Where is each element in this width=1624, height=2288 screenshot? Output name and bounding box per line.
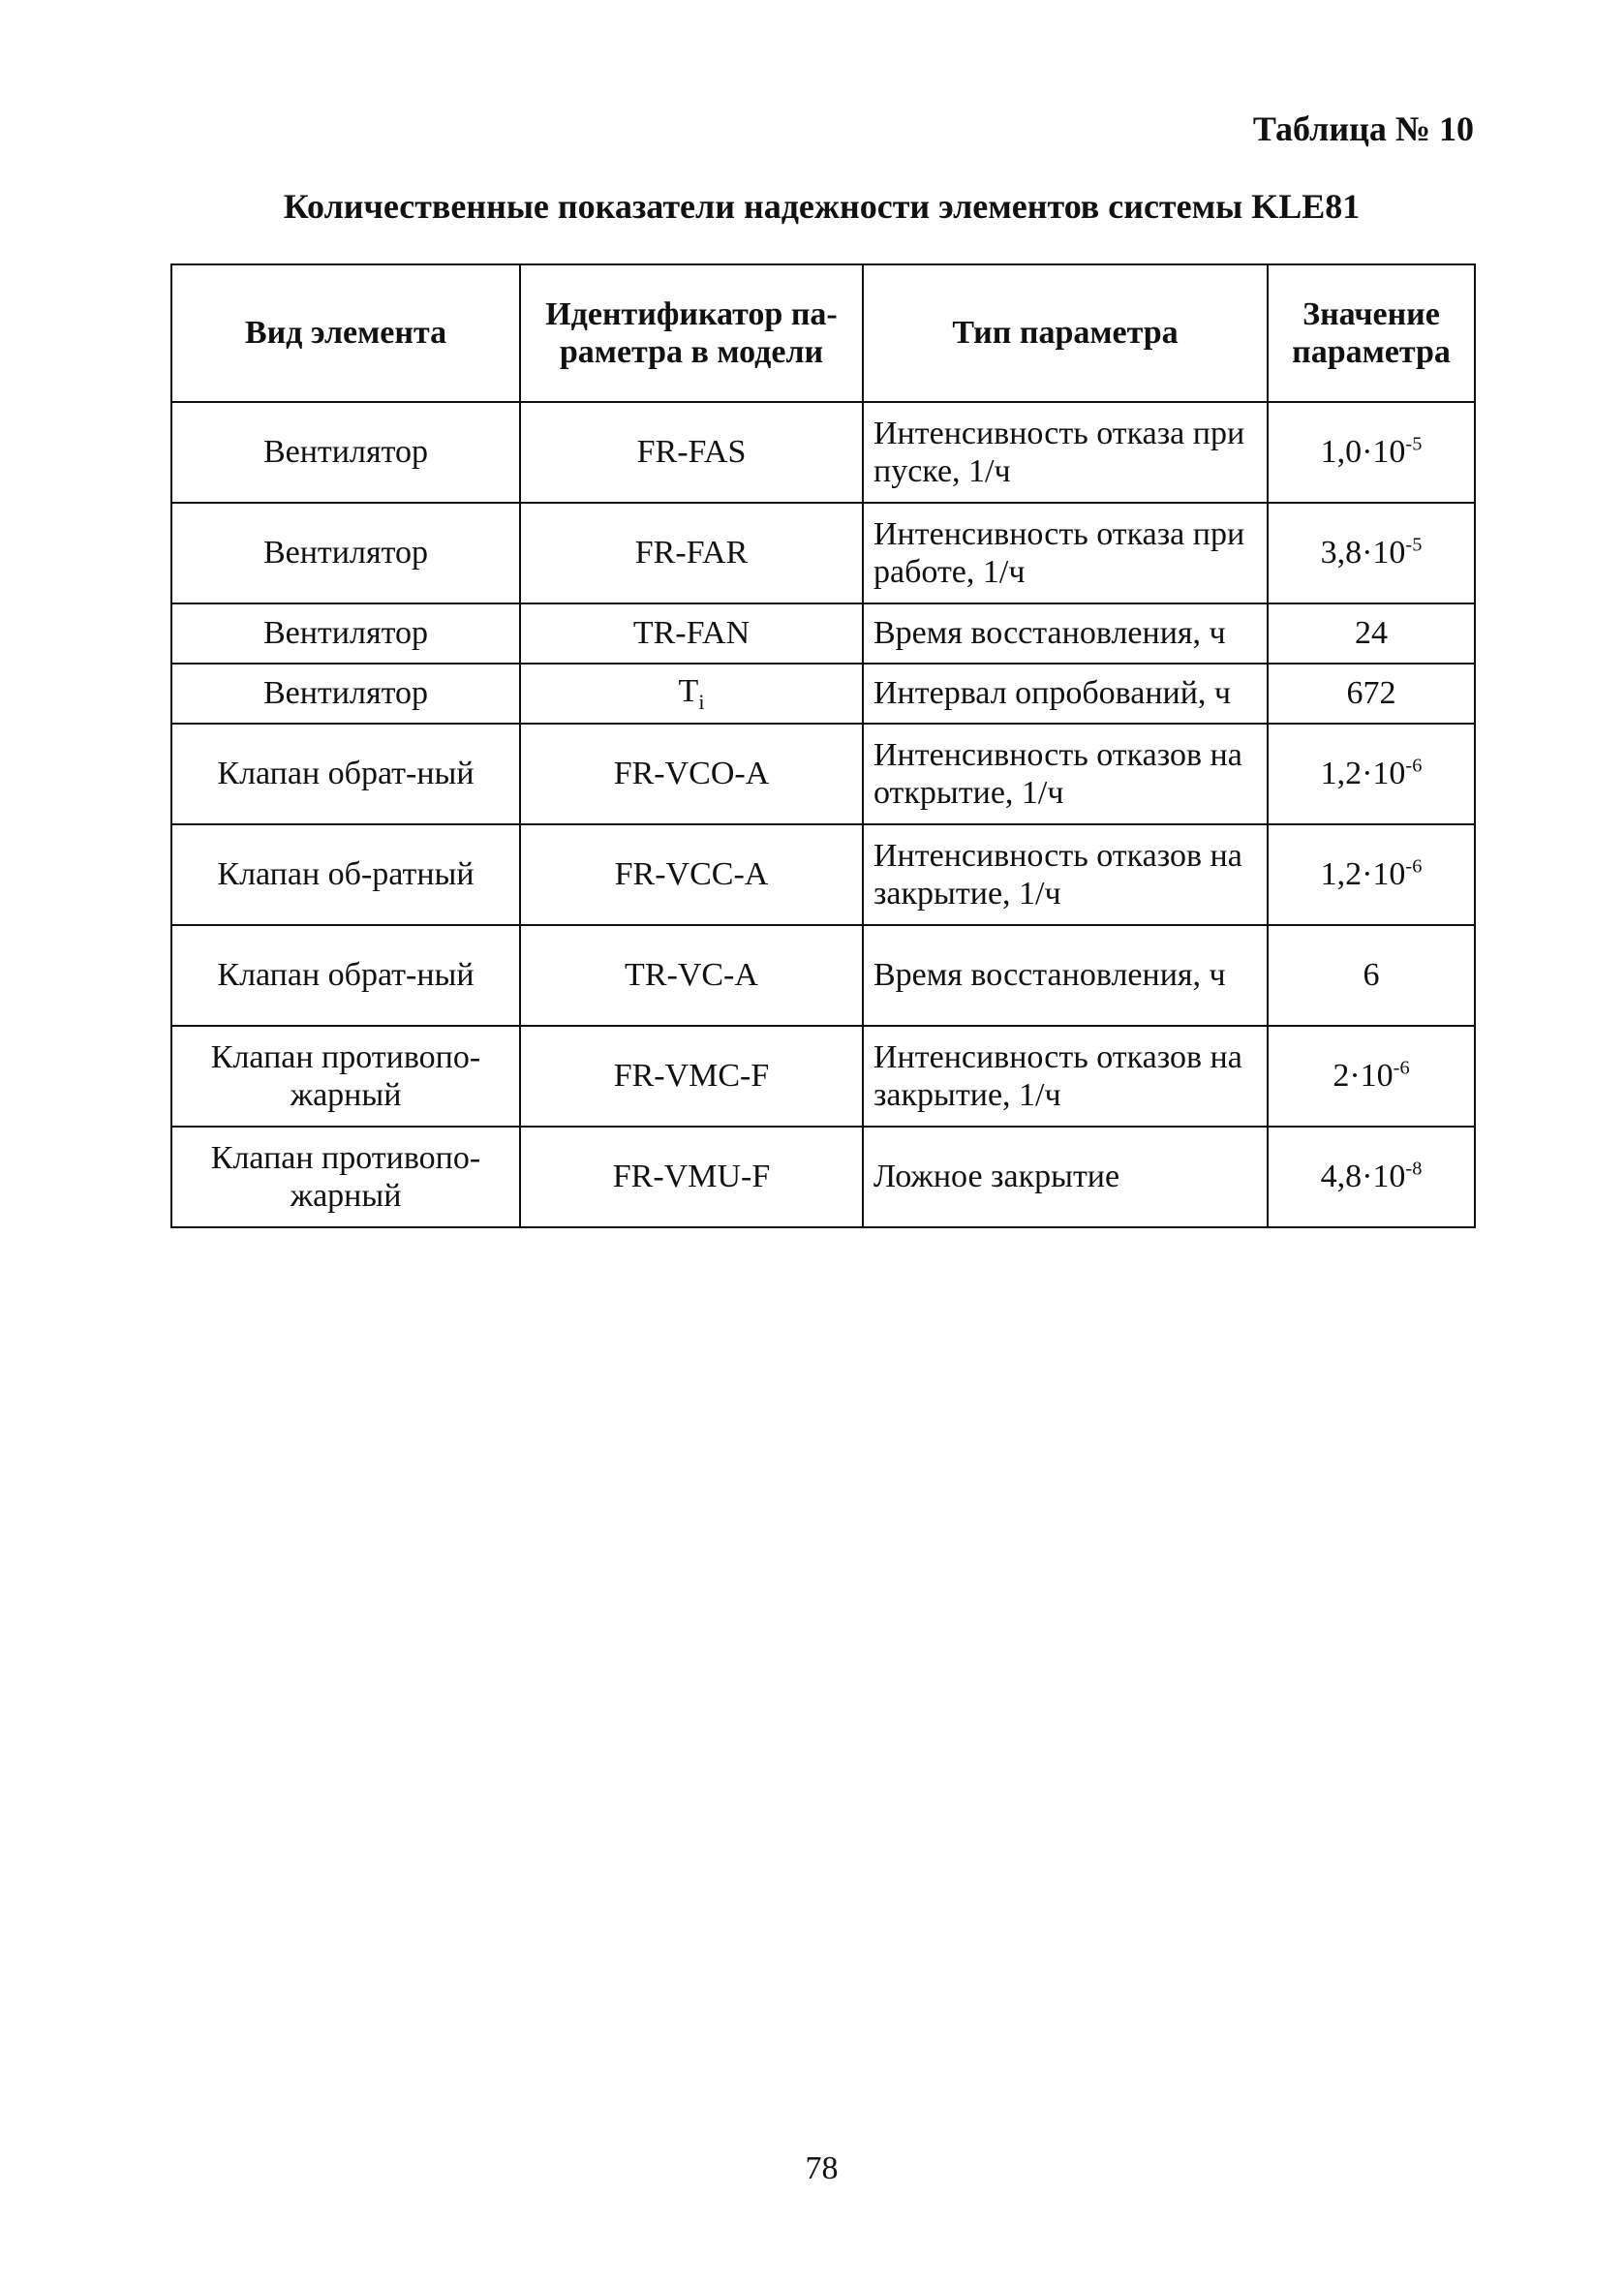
cell-parameter-id: FR-FAR <box>520 503 863 603</box>
table-row <box>171 824 1475 925</box>
parameter-id-subscript: i <box>698 690 705 715</box>
value-mantissa: 1,2·10 <box>1320 856 1406 893</box>
cell-element-kind: Вентилятор <box>171 503 520 603</box>
value-mantissa: 6 <box>1363 957 1380 994</box>
table-header-row <box>171 264 1475 402</box>
header-parameter-type: Тип параметра <box>863 264 1268 402</box>
value-exponent: -6 <box>1405 756 1423 778</box>
cell-parameter-value <box>1268 824 1475 925</box>
table-row <box>171 724 1475 824</box>
cell-parameter-type: Интервал опробований, ч <box>863 664 1268 724</box>
cell-parameter-id: FR-VMC-F <box>520 1026 863 1127</box>
cell-parameter-id <box>520 664 863 724</box>
value-mantissa: 1,2·10 <box>1320 756 1406 792</box>
cell-element-kind: Клапан обрат-ный <box>171 724 520 824</box>
table-row <box>171 1026 1475 1127</box>
table-row <box>171 603 1475 664</box>
cell-parameter-id: FR-VCC-A <box>520 824 863 925</box>
cell-element-kind: Вентилятор <box>171 402 520 503</box>
cell-parameter-value <box>1268 724 1475 824</box>
table-row <box>171 1127 1475 1227</box>
cell-element-kind: Клапан об-ратный <box>171 824 520 925</box>
parameter-id-base: T <box>678 673 699 710</box>
cell-parameter-type: Время восстановления, ч <box>863 925 1268 1026</box>
cell-parameter-value <box>1268 503 1475 603</box>
cell-parameter-type: Интенсивность отказов на закрытие, 1/ч <box>863 824 1268 925</box>
cell-parameter-value <box>1268 603 1475 664</box>
cell-parameter-id: FR-VMU-F <box>520 1127 863 1227</box>
cell-parameter-value <box>1268 925 1475 1026</box>
cell-element-kind: Клапан обрат-ный <box>171 925 520 1026</box>
cell-parameter-value <box>1268 1026 1475 1127</box>
value-mantissa: 2·10 <box>1333 1058 1394 1095</box>
cell-parameter-value <box>1268 1127 1475 1227</box>
cell-parameter-type: Время восстановления, ч <box>863 603 1268 664</box>
cell-element-kind: Вентилятор <box>171 664 520 724</box>
cell-element-kind: Клапан противопо-жарный <box>171 1127 520 1227</box>
cell-parameter-type: Интенсивность отказа при пуске, 1/ч <box>863 402 1268 503</box>
cell-parameter-id: TR-FAN <box>520 603 863 664</box>
cell-parameter-value <box>1268 402 1475 503</box>
value-exponent: -5 <box>1405 535 1423 557</box>
page-number: 78 <box>805 2150 839 2186</box>
header-parameter-value: Значение параметра <box>1268 264 1475 402</box>
table-row <box>171 925 1475 1026</box>
cell-parameter-value <box>1268 664 1475 724</box>
cell-parameter-id: FR-VCO-A <box>520 724 863 824</box>
cell-parameter-type: Интенсивность отказов на открытие, 1/ч <box>863 724 1268 824</box>
cell-element-kind: Вентилятор <box>171 603 520 664</box>
header-element-kind: Вид элемента <box>171 264 520 402</box>
value-mantissa: 672 <box>1346 675 1396 712</box>
cell-parameter-id: FR-FAS <box>520 402 863 503</box>
table-row <box>171 664 1475 724</box>
cell-parameter-type: Ложное закрытие <box>863 1127 1268 1227</box>
header-parameter-id: Идентификатор па-раметра в модели <box>520 264 863 402</box>
table-title: Количественные показатели надежности элементов системы KLE81 <box>283 187 1361 226</box>
value-mantissa: 24 <box>1355 615 1388 652</box>
reliability-table <box>170 263 1476 1228</box>
value-exponent: -6 <box>1405 856 1423 879</box>
value-exponent: -5 <box>1405 434 1423 456</box>
table-number: Таблица № 10 <box>1252 109 1474 148</box>
cell-element-kind: Клапан противопо-жарный <box>171 1026 520 1127</box>
value-mantissa: 1,0·10 <box>1320 434 1406 471</box>
cell-parameter-id: TR-VC-A <box>520 925 863 1026</box>
value-mantissa: 3,8·10 <box>1320 535 1406 572</box>
table-row <box>171 503 1475 603</box>
cell-parameter-type: Интенсивность отказов на закрытие, 1/ч <box>863 1026 1268 1127</box>
table-row <box>171 402 1475 503</box>
value-exponent: -8 <box>1405 1159 1423 1181</box>
cell-parameter-type: Интенсивность отказа при работе, 1/ч <box>863 503 1268 603</box>
value-exponent: -6 <box>1393 1058 1410 1080</box>
value-mantissa: 4,8·10 <box>1320 1159 1406 1195</box>
